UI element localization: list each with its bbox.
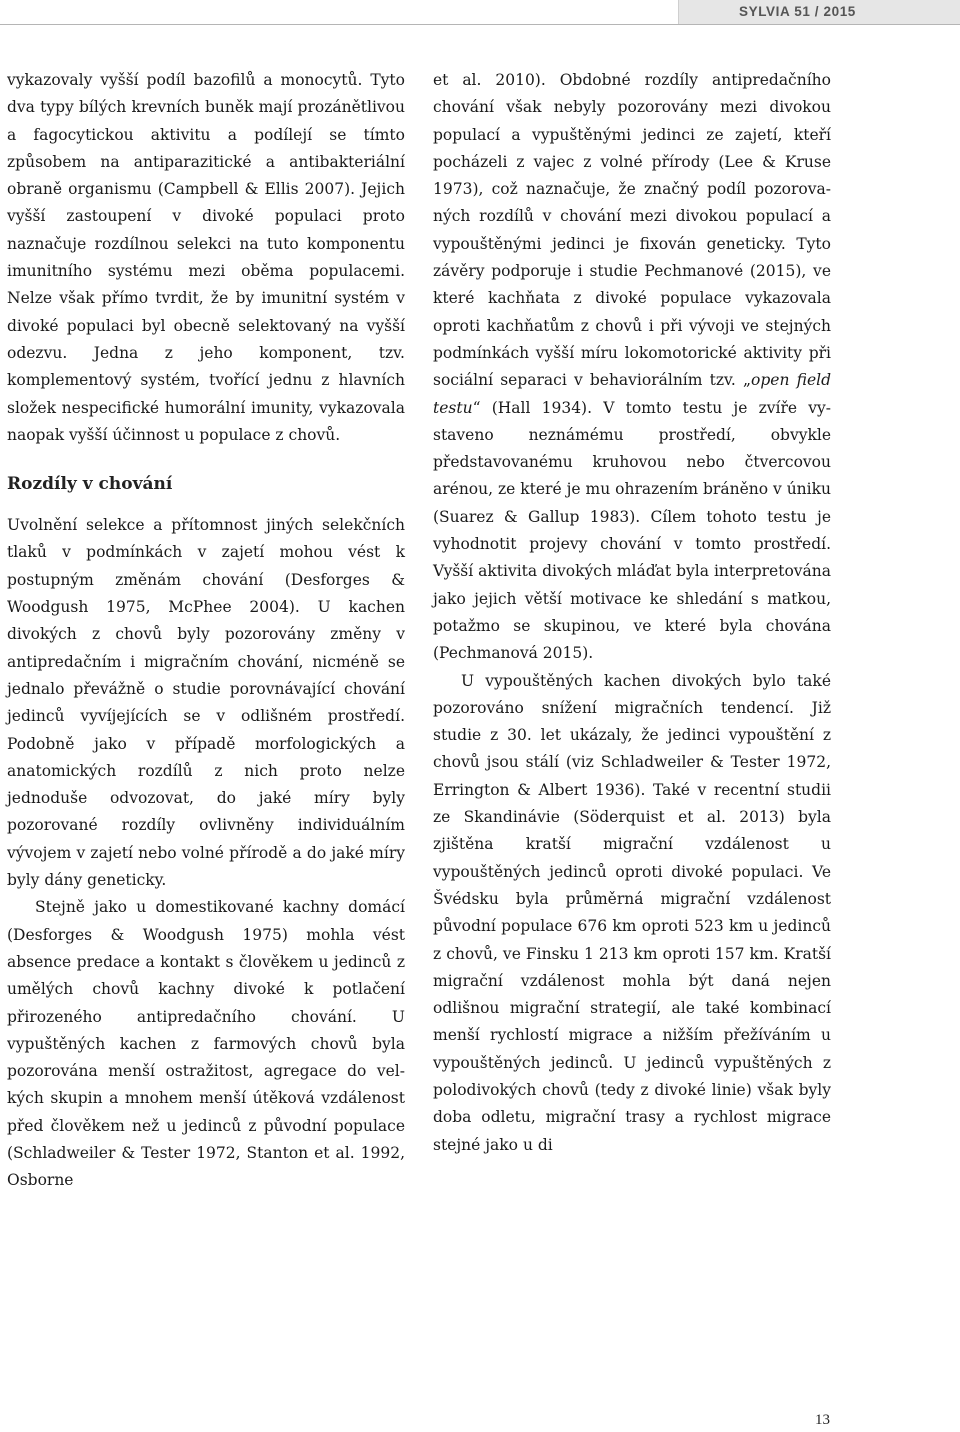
body-paragraph: U vypouštěných kachen divokých bylo také pozorováno snížení migračních tendencí. Již studie z 30. let ukázaly, že jedinci vypouštění z chovů jsou stálí (viz Schladweiler & Tester 1972, Errington & Albert 1936). Také v recentní studii ze Skandinávie (Söderquist et al. 2013) byla zjištěna kratší migrační vzdálenost u vypouštěných jedinců oproti divoké populaci. Ve Švédsku byla průměrná migrační vzdálenost původní populace 676 km oproti 523 km u jedinců z chovů, ve Finsku 1 213 km oproti 157 km. Kratší migrační vzdálenost mohla být daná nejen odlišnou migrační strategií, ale také kombinací menší rychlostí migrace a nižším přežíváním u vypouštěných jedinců. U jedinců vypuštěných z polodivokých chovů (tedy z divoké linie) však byly doba odletu, migrační trasy a rychlost migrace stejné jako u di [433,671,831,1154]
left-column [7,67,405,1195]
italic-term: open field testu [433,371,831,417]
paragraph-text: et al. 2010). Obdobné rozdíly antipredačního chování však nebyly pozorovány mezi divokou populací a vypuštěnými jedinci ze zajetí, kteří pocházeli z vajec z volné přírody (Lee & Kruse 1973), což naznačuje, že značný podíl pozorovaných rozdílů v chování mezi divokou populací a vypouštěnými jedinci je fixován geneticky. Tyto závěry podporuje i studie Pechmanové (2015), ve které kachňata z divoké populace vykazovala oproti kachňatům z chovů i při vývoji ve stejných podmínkách vyšší míru lokomotorické aktivity při sociální separaci v behaviorálním tzv. „ [433,71,831,390]
right-column [433,67,831,1159]
section-heading: Rozdíly v chování [7,474,173,495]
header-rule [0,24,960,25]
body-paragraph: vykazovaly vyšší podíl bazofilů a monocytů. Tyto dva typy bílých krevních buněk mají prozánětlivou a fagocytickou aktivitu a podílejí se tímto způsobem na antiparazitické a antibakteriální obraně organismu (Campbell & Ellis 2007). Jejich vyšší zastoupení v divoké populaci proto naznačuje rozdílnou selekci na tuto komponentu imunitního systému mezi oběma populacemi. Nelze však přímo tvrdit, že by imunitní systém v divoké populaci byl obecně selektovaný na vyšší odezvu. Jedna z jeho komponent, tzv. komplementový systém, tvořící jednu z hlavních složek nespecifické humorální imunity, vykazovala naopak vyšší účinnost u populace z chovů. [7,71,405,444]
body-paragraph: Stejně jako u domestikované kachny domácí (Desforges & Woodgush 1975) mohla vést absence predace a kontakt s člověkem u jedinců z umělých chovů kachny divoké k potlačení přirozeného antipredačního chování. U vypuštěných kachen z farmových chovů byla pozorována menší ostražitost, agregace do velkých skupin a mnohem menší útěková vzdálenost před člověkem než u jedinců z původní populace (Schladweiler & Tester 1972, Stanton et al. 1992, Osborne [7,898,405,1190]
running-header [0,0,960,30]
body-paragraph: Uvolnění selekce a přítomnost jiných selekčních tlaků v podmínkách v zajetí mohou vést k postupným změnám chování (Desforges & Woodgush 1975, McPhee 2004). U kachen divokých z chovů byly pozorovány změny v antipredačním i migračním chování, nicméně se jednalo převážně o studie porovnávající chování jedinců vyvíjejících se v odlišném prostředí. Podobně jako v případě morfologických a anatomických rozdílů z nich proto nelze jednoduše odvozovat, do jaké míry byly pozorované rozdíly ovlivněny individuálním vývojem v zajetí nebo volné přírodě a do jaké míry byly dány geneticky. [7,516,405,890]
body-paragraph [433,67,831,668]
journal-issue-label: SYLVIA 51 / 2015 [678,0,960,24]
page-number: 13 [815,1412,830,1428]
paragraph-text: “ (Hall 1934). V tomto testu je zvíře vystaveno neznámému prostředí, obvykle představovanému kruhovou nebo čtvercovou arénou, ze které je mu ohrazením bráněno v úniku (Suarez & Gallup 1983). Cílem tohoto testu je vyhodnotit projevy chování v tomto prostředí. Vyšší aktivita divokých mláďat byla interpretována jako jejich větší motivace ke shledání s matkou, potažmo se skupinou, ve které byla chována (Pechmanová 2015). [433,398,831,663]
